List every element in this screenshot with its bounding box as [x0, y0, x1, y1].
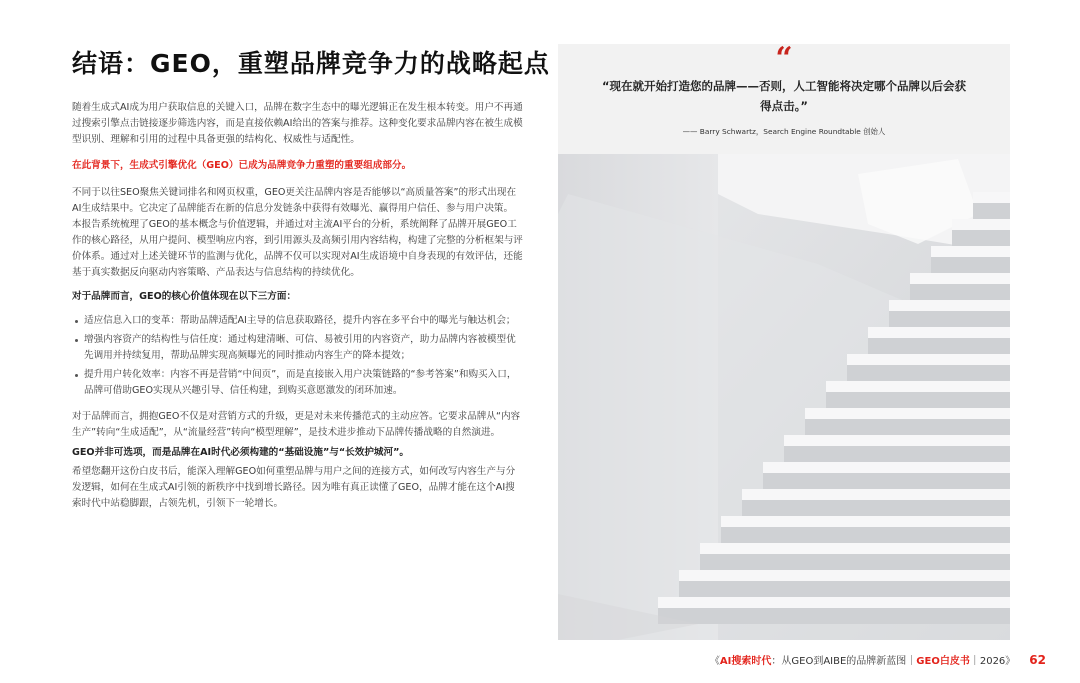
infrastructure-heading: GEO并非可选项，而是品牌在AI时代必须构建的“基础设施”与“长效护城河”。 [72, 447, 410, 458]
stair-riser [847, 365, 1010, 381]
stair-tread [910, 273, 1010, 284]
stair-riser [889, 311, 1010, 327]
stair-tread [658, 597, 1010, 608]
stair-riser [952, 230, 1010, 246]
list-item: 增强内容资产的结构性与信任度：通过构建清晰、可信、易被引用的内容资产，助力品牌内容被模型优先调用并持续复用，帮助品牌实现高频曝光的同时推动内容生产的降本提效； [72, 332, 524, 364]
staircase-illustration [558, 154, 1010, 640]
core-value-heading: 对于品牌而言，GEO的核心价值体现在以下三方面： [72, 291, 297, 302]
stair-riser [973, 203, 1010, 219]
stair-tread [763, 462, 1010, 473]
stair-riser [805, 419, 1010, 435]
body-text-column [72, 100, 524, 512]
highlight-statement: 在此背景下，生成式引擎优化（GEO）已成为品牌竞争力重塑的重要组成部分。 [72, 160, 412, 171]
page-title: 结语：GEO，重塑品牌竞争力的战略起点 [72, 49, 550, 78]
stair-riser [826, 392, 1010, 408]
footer-title-red: AI搜索时代 [719, 656, 772, 667]
closing-paragraph: 对于品牌而言，拥抱GEO不仅是对营销方式的升级，更是对未来传播范式的主动应答。它要求品牌从“内容生产”转向“生成适配”，从“流量经营”转向“模型理解”，是技术进步推动下品牌传播战略的自然演进。 [72, 411, 521, 438]
geo-vs-seo-paragraph: 不同于以往SEO聚焦关键词排名和网页权重，GEO更关注品牌内容是否能够以“高质量答案”的形式出现在AI生成结果中。它决定了品牌能否在新的信息分发链条中获得有效曝光、赢得用户信任、参与用户决策。 [72, 187, 517, 214]
stair-riser [742, 500, 1010, 516]
footer-whitepaper-label: GEO白皮书 [916, 656, 970, 667]
footer-subtitle: ：从GEO到AIBE的品牌新蓝图｜ [771, 656, 917, 667]
quote-author: —— Barry Schwartz，Search Engine Roundtable 创始人 [682, 127, 886, 136]
stair-tread [847, 354, 1010, 365]
stair-riser [721, 527, 1010, 543]
stair-tread [931, 246, 1010, 257]
footer-year: ｜2026》 [969, 656, 1016, 667]
page-number: 62 [1029, 653, 1046, 667]
core-value-list [72, 313, 524, 399]
quote-mark-icon: “ [775, 41, 793, 76]
footer [710, 652, 1046, 667]
stair-tread [805, 408, 1010, 419]
stair-riser [784, 446, 1010, 462]
stair-tread [784, 435, 1010, 446]
stair-tread [679, 570, 1010, 581]
stair-riser [763, 473, 1010, 489]
quote-text: “现在就开始打造您的品牌——否则，人工智能将决定哪个品牌以后会获得点击。” [601, 79, 967, 113]
stair-tread [868, 327, 1010, 338]
stair-riser [868, 338, 1010, 354]
footer-open-bracket: 《 [709, 656, 720, 667]
stair-tread [973, 192, 1010, 203]
list-item: 适应信息入口的变革：帮助品牌适配AI主导的信息获取路径，提升内容在多平台中的曝光与触达机会； [72, 313, 524, 329]
quote-box [558, 41, 1010, 154]
stair-riser [910, 284, 1010, 300]
stair-riser [658, 608, 1010, 624]
stair-riser [679, 581, 1010, 597]
stair-tread [721, 516, 1010, 527]
intro-paragraph: 随着生成式AI成为用户获取信息的关键入口，品牌在数字生态中的曝光逻辑正在发生根本转变。用户不再通过搜索引擎点击链接逐步筛选内容，而是直接依赖AI给出的答案与推荐。这种变化要求品牌内容在被生成模型识别、理解和引用的过程中具备更强的结构化、权威性与适配性。 [72, 102, 523, 145]
stair-tread [952, 219, 1010, 230]
stair-tread [700, 543, 1010, 554]
report-summary-paragraph: 本报告系统梳理了GEO的基本概念与价值逻辑，并通过对主流AI平台的分析，系统阐释了品牌开展GEO工作的核心路径，从用户提问、模型响应内容，到引用源头及高频引用内容结构，构建了完整的分析框架与评价体系。通过对上述关键环节的监测与优化，品牌不仅可以实现对AI生成语境中自身表现的有效评估，还能基于真实数据反向驱动内容策略、产品表达与信息结构的持续优化。 [72, 219, 523, 278]
stair-tread [826, 381, 1010, 392]
list-item: 提升用户转化效率：内容不再是营销“中间页”，而是直接嵌入用户决策链路的“参考答案”和购买入口，品牌可借助GEO实现从兴趣引导、信任构建，到购买意愿激发的闭环加速。 [72, 367, 524, 399]
stair-tread [742, 489, 1010, 500]
stair-riser [700, 554, 1010, 570]
staircase-photo [558, 154, 1010, 640]
stair-riser [931, 257, 1010, 273]
final-paragraph: 希望您翻开这份白皮书后，能深入理解GEO如何重塑品牌与用户之间的连接方式，如何改写内容生产与分发逻辑，如何在生成式AI引领的新秩序中找到增长路径。因为唯有真正读懂了GEO，品牌才能在这个AI搜索时代中站稳脚跟，占领先机，引领下一轮增长。 [72, 466, 516, 509]
stair-tread [889, 300, 1010, 311]
